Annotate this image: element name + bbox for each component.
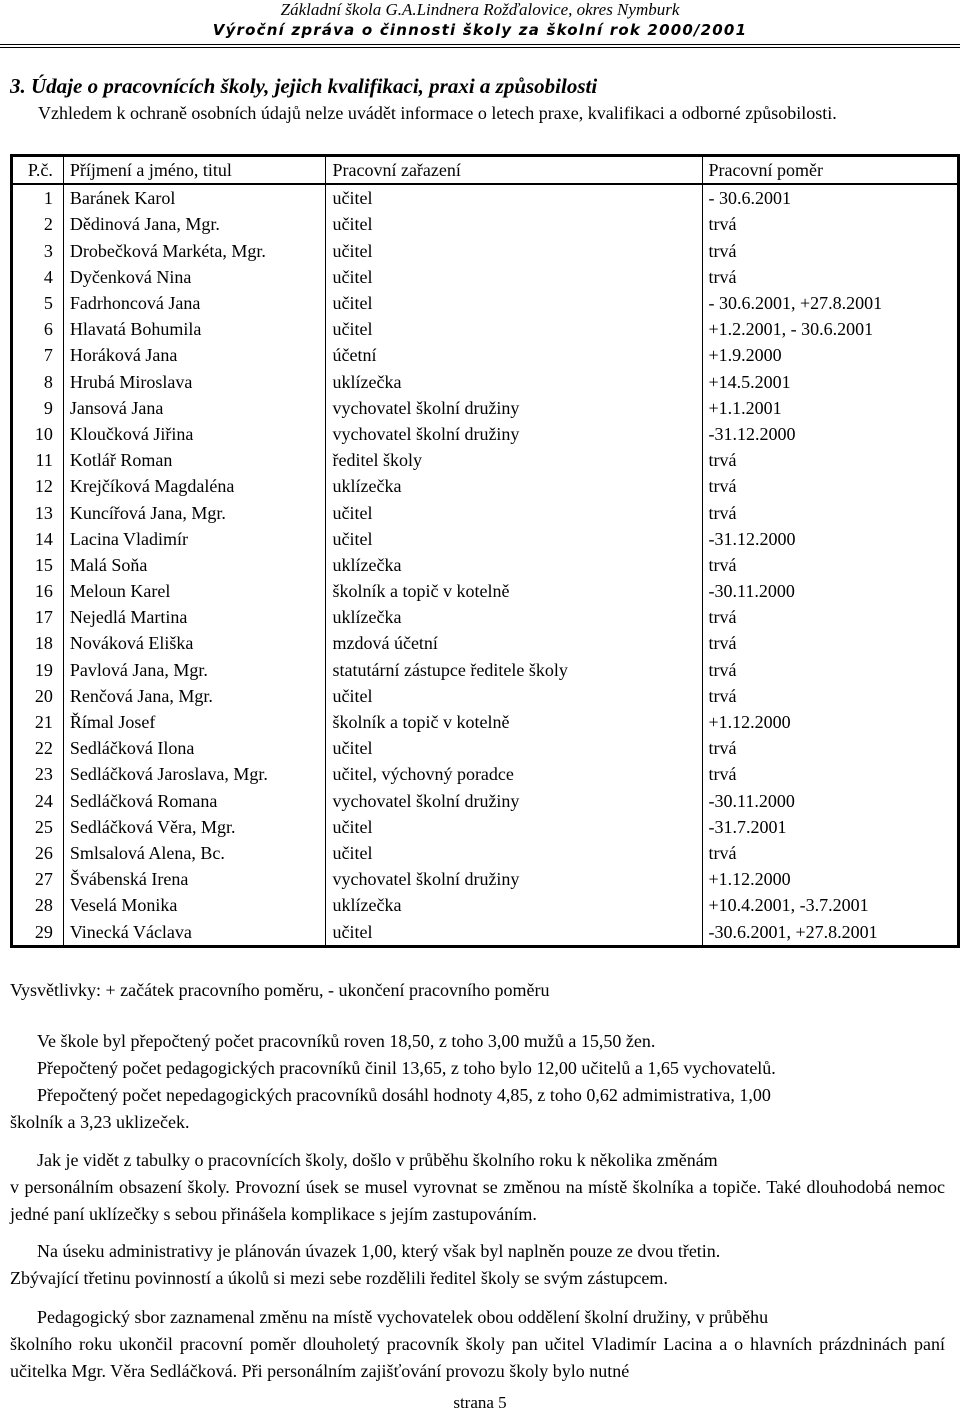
cell-name: Malá Soňa xyxy=(63,552,326,578)
cell-row-number: 16 xyxy=(12,578,64,604)
cell-row-number: 15 xyxy=(12,552,64,578)
paragraph-pedagogical-staff: Přepočtený počet pedagogických pracovníků činil 13,65, z toho bylo 12,00 učitelů a 1,65 vychovatelů. xyxy=(37,1058,776,1078)
cell-row-number: 5 xyxy=(12,290,64,316)
cell-position: statutární zástupce ředitele školy xyxy=(326,657,702,683)
cell-name: Smlsalová Alena, Bc. xyxy=(63,840,326,866)
cell-name: Dědinová Jana, Mgr. xyxy=(63,211,326,237)
table-row xyxy=(12,211,959,237)
cell-employment: trvá xyxy=(702,264,958,290)
cell-position: uklízečka xyxy=(326,604,702,630)
cell-employment: trvá xyxy=(702,657,958,683)
cell-row-number: 7 xyxy=(12,342,64,368)
table-row xyxy=(12,683,959,709)
cell-name: Kotlář Roman xyxy=(63,447,326,473)
table-row xyxy=(12,788,959,814)
cell-position: uklízečka xyxy=(326,892,702,918)
table-row xyxy=(12,761,959,787)
cell-employment: -30.11.2000 xyxy=(702,578,958,604)
cell-name: Hlavatá Bohumila xyxy=(63,316,326,342)
header-school-name: Základní škola G.A.Lindnera Rožďalovice, okres Nymburk xyxy=(280,0,680,19)
cell-row-number: 13 xyxy=(12,499,64,525)
cell-name: Fadrhoncová Jana xyxy=(63,290,326,316)
cell-name: Krejčíková Magdaléna xyxy=(63,473,326,499)
cell-position: účetní xyxy=(326,342,702,368)
cell-employment: trvá xyxy=(702,604,958,630)
cell-name: Sedláčková Romana xyxy=(63,788,326,814)
cell-row-number: 4 xyxy=(12,264,64,290)
cell-employment: -31.12.2000 xyxy=(702,526,958,552)
page-number: strana 5 xyxy=(453,1393,507,1412)
cell-row-number: 21 xyxy=(12,709,64,735)
cell-row-number: 20 xyxy=(12,683,64,709)
cell-row-number: 9 xyxy=(12,395,64,421)
cell-name: Kuncířová Jana, Mgr. xyxy=(63,499,326,525)
cell-employment: -31.7.2001 xyxy=(702,814,958,840)
cell-row-number: 14 xyxy=(12,526,64,552)
table-row xyxy=(12,264,959,290)
header-report-title: Výroční zpráva o činnosti školy za školní rok 2000/2001 xyxy=(212,21,748,39)
cell-row-number: 29 xyxy=(12,918,64,946)
cell-name: Sedláčková Jaroslava, Mgr. xyxy=(63,761,326,787)
table-row xyxy=(12,499,959,525)
cell-employment: trvá xyxy=(702,211,958,237)
column-header-employment: Pracovní poměr xyxy=(702,156,958,185)
cell-name: Meloun Karel xyxy=(63,578,326,604)
cell-name: Pavlová Jana, Mgr. xyxy=(63,657,326,683)
cell-row-number: 27 xyxy=(12,866,64,892)
cell-employment: - 30.6.2001, +27.8.2001 xyxy=(702,290,958,316)
section-title: 3. Údaje o pracovnících školy, jejich kvalifikaci, praxi a způsobilosti xyxy=(10,74,598,98)
cell-employment: trvá xyxy=(702,630,958,656)
cell-position: vychovatel školní družiny xyxy=(326,788,702,814)
cell-position: učitel xyxy=(326,238,702,264)
cell-name: Jansová Jana xyxy=(63,395,326,421)
paragraph-administration: Na úseku administrativy je plánován úvazek 1,00, který však byl naplněn pouze ze dvou třetin. Zbývající třetinu povinností a úkolů si mezi sebe rozdělili ředitel školy se svým zástupcem. xyxy=(10,1241,721,1288)
cell-position: učitel xyxy=(326,499,702,525)
cell-name: Římal Josef xyxy=(63,709,326,735)
cell-position: uklízečka xyxy=(326,369,702,395)
cell-row-number: 12 xyxy=(12,473,64,499)
table-row xyxy=(12,578,959,604)
cell-position: učitel xyxy=(326,683,702,709)
cell-row-number: 10 xyxy=(12,421,64,447)
cell-position: uklízečka xyxy=(326,473,702,499)
cell-employment: +1.2.2001, - 30.6.2001 xyxy=(702,316,958,342)
cell-name: Baránek Karol xyxy=(63,184,326,211)
paragraph-staff-count: Ve škole byl přepočtený počet pracovníků roven 18,50, z toho 3,00 mužů a 15,50 žen. xyxy=(37,1031,656,1051)
cell-position: učitel xyxy=(326,290,702,316)
cell-name: Nováková Eliška xyxy=(63,630,326,656)
cell-position: učitel xyxy=(326,211,702,237)
cell-position: školník a topič v kotelně xyxy=(326,578,702,604)
staff-table xyxy=(10,154,960,948)
table-row xyxy=(12,421,959,447)
cell-row-number: 24 xyxy=(12,788,64,814)
cell-name: Horáková Jana xyxy=(63,342,326,368)
cell-position: mzdová účetní xyxy=(326,630,702,656)
cell-employment: +14.5.2001 xyxy=(702,369,958,395)
column-header-name: Příjmení a jméno, titul xyxy=(63,156,326,185)
cell-name: Veselá Monika xyxy=(63,892,326,918)
cell-row-number: 25 xyxy=(12,814,64,840)
table-row xyxy=(12,473,959,499)
table-legend: Vysvětlivky: + začátek pracovního poměru, - ukončení pracovního poměru xyxy=(10,980,550,1000)
table-row xyxy=(12,552,959,578)
table-row xyxy=(12,866,959,892)
column-header-row-number: P.č. xyxy=(12,156,64,185)
table-row xyxy=(12,290,959,316)
cell-position: učitel xyxy=(326,184,702,211)
cell-name: Vinecká Václava xyxy=(63,918,326,946)
cell-employment: +1.1.2001 xyxy=(702,395,958,421)
cell-employment: -31.12.2000 xyxy=(702,421,958,447)
cell-position: vychovatel školní družiny xyxy=(326,395,702,421)
column-header-position: Pracovní zařazení xyxy=(326,156,702,185)
table-row xyxy=(12,184,959,211)
cell-name: Drobečková Markéta, Mgr. xyxy=(63,238,326,264)
paragraph-non-pedagogical-staff: Přepočtený počet nepedagogických pracovníků dosáhl hodnoty 4,85, z toho 0,62 admimistrativa, 1,00 školník a 3,23 uklizeček. xyxy=(10,1085,771,1132)
cell-row-number: 3 xyxy=(12,238,64,264)
cell-employment: -30.6.2001, +27.8.2001 xyxy=(702,918,958,946)
cell-name: Lacina Vladimír xyxy=(63,526,326,552)
cell-row-number: 23 xyxy=(12,761,64,787)
cell-row-number: 26 xyxy=(12,840,64,866)
cell-row-number: 19 xyxy=(12,657,64,683)
table-header-row xyxy=(12,156,959,185)
table-row xyxy=(12,892,959,918)
table-row xyxy=(12,840,959,866)
cell-row-number: 17 xyxy=(12,604,64,630)
table-row xyxy=(12,814,959,840)
cell-employment: trvá xyxy=(702,683,958,709)
table-row xyxy=(12,657,959,683)
cell-row-number: 28 xyxy=(12,892,64,918)
intro-text: Vzhledem k ochraně osobních údajů nelze uvádět informace o letech praxe, kvalifikaci a odborné způsobilosti. xyxy=(38,103,837,123)
table-row xyxy=(12,918,959,946)
cell-employment: trvá xyxy=(702,499,958,525)
table-row xyxy=(12,238,959,264)
table-row xyxy=(12,342,959,368)
cell-row-number: 2 xyxy=(12,211,64,237)
header-rule-top xyxy=(0,44,960,45)
cell-position: vychovatel školní družiny xyxy=(326,421,702,447)
cell-row-number: 11 xyxy=(12,447,64,473)
cell-employment: -30.11.2000 xyxy=(702,788,958,814)
cell-position: školník a topič v kotelně xyxy=(326,709,702,735)
cell-position: učitel xyxy=(326,918,702,946)
cell-row-number: 1 xyxy=(12,184,64,211)
cell-name: Dyčenková Nina xyxy=(63,264,326,290)
table-row xyxy=(12,316,959,342)
cell-name: Švábenská Irena xyxy=(63,866,326,892)
cell-employment: trvá xyxy=(702,238,958,264)
cell-position: učitel xyxy=(326,814,702,840)
cell-position: ředitel školy xyxy=(326,447,702,473)
cell-position: učitel xyxy=(326,264,702,290)
cell-employment: trvá xyxy=(702,473,958,499)
cell-employment: +1.12.2000 xyxy=(702,709,958,735)
table-row xyxy=(12,447,959,473)
table-row xyxy=(12,369,959,395)
table-row xyxy=(12,604,959,630)
cell-position: uklízečka xyxy=(326,552,702,578)
cell-position: vychovatel školní družiny xyxy=(326,866,702,892)
cell-name: Hrubá Miroslava xyxy=(63,369,326,395)
cell-row-number: 22 xyxy=(12,735,64,761)
cell-position: učitel xyxy=(326,526,702,552)
table-row xyxy=(12,709,959,735)
paragraph-staff-changes: Jak je vidět z tabulky o pracovnících školy, došlo v průběhu školního roku k několika změnám v personálním obsazení školy. Provozní úsek se musel vyrovnat se změnou na místě školníka a topiče. Také dlouhodobá nemoc jedné paní uklízečky s sebou přinášela komplikace s jejím zastupováním. xyxy=(10,1150,945,1224)
cell-employment: +10.4.2001, -3.7.2001 xyxy=(702,892,958,918)
cell-position: učitel xyxy=(326,735,702,761)
cell-employment: trvá xyxy=(702,552,958,578)
table-row xyxy=(12,526,959,552)
cell-employment: trvá xyxy=(702,840,958,866)
cell-row-number: 18 xyxy=(12,630,64,656)
cell-name: Sedláčková Věra, Mgr. xyxy=(63,814,326,840)
cell-row-number: 6 xyxy=(12,316,64,342)
cell-employment: trvá xyxy=(702,447,958,473)
cell-row-number: 8 xyxy=(12,369,64,395)
paragraph-teaching-staff: Pedagogický sbor zaznamenal změnu na místě vychovatelek obou oddělení školní družiny, v průběhu školního roku ukončil pracovní poměr dlouholetý pracovník školy pan učitel Vladimír Lacina a o hlavních prázdninách paní učitelka Mgr. Věra Sedláčková. Při personálním zajišťování provozu školy bylo nutné xyxy=(10,1307,945,1381)
cell-name: Sedláčková Ilona xyxy=(63,735,326,761)
cell-position: učitel xyxy=(326,316,702,342)
header-rule-bottom xyxy=(0,47,960,48)
cell-employment: +1.9.2000 xyxy=(702,342,958,368)
table-row xyxy=(12,630,959,656)
cell-name: Kloučková Jiřina xyxy=(63,421,326,447)
cell-employment: trvá xyxy=(702,735,958,761)
cell-position: učitel, výchovný poradce xyxy=(326,761,702,787)
table-row xyxy=(12,395,959,421)
cell-employment: - 30.6.2001 xyxy=(702,184,958,211)
cell-name: Nejedlá Martina xyxy=(63,604,326,630)
cell-position: učitel xyxy=(326,840,702,866)
table-row xyxy=(12,735,959,761)
cell-name: Renčová Jana, Mgr. xyxy=(63,683,326,709)
cell-employment: trvá xyxy=(702,761,958,787)
cell-employment: +1.12.2000 xyxy=(702,866,958,892)
